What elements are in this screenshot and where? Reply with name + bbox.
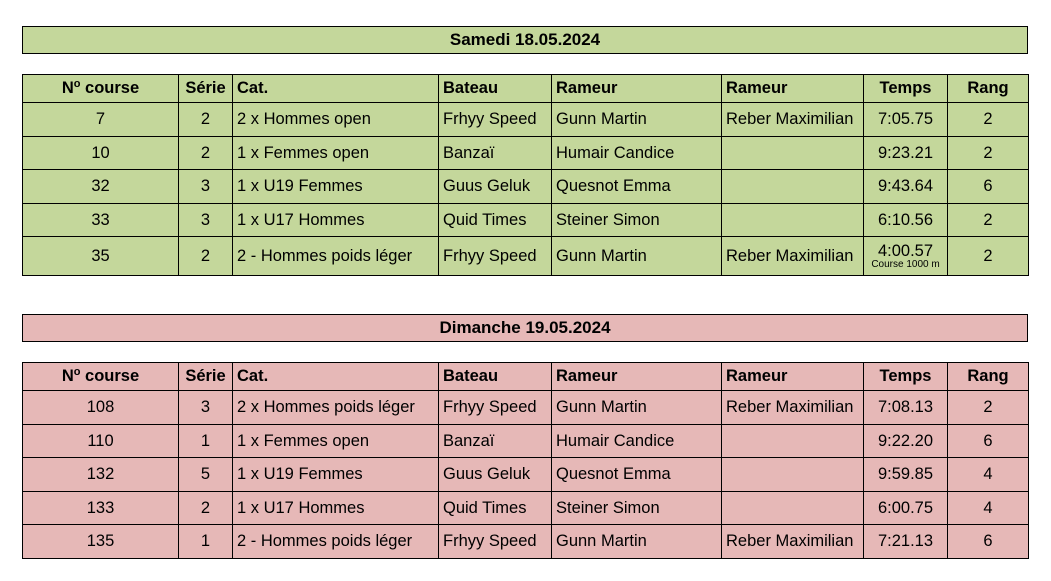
cell-temps [864, 491, 948, 525]
cell-rameur-1 [552, 458, 722, 492]
cell-serie-value: 2 [200, 246, 211, 265]
cell-serie-value: 3 [200, 177, 211, 196]
cell-bateau [439, 458, 552, 492]
cell-cat-value: 2 - Hommes poids léger [237, 532, 413, 551]
day2-header-row [23, 363, 1029, 391]
cell-bateau-value: Frhyy Speed [443, 398, 537, 417]
cell-course [23, 391, 179, 425]
cell-serie [179, 170, 233, 204]
cell-bateau-value: Quid Times [443, 498, 527, 517]
table-row [23, 170, 1029, 204]
cell-temps-value: 9:43.64 [877, 177, 934, 196]
cell-course-value: 132 [86, 465, 115, 484]
cell-rameur-2-value: Reber Maximilian [726, 532, 854, 551]
table-row [23, 136, 1029, 170]
cell-cat-value: 1 x U17 Hommes [237, 498, 365, 517]
cell-course [23, 203, 179, 237]
cell-serie [179, 203, 233, 237]
cell-rameur-1-value: Steiner Simon [556, 210, 660, 229]
cell-rameur-1-value: Gunn Martin [556, 532, 647, 551]
cell-temps-value: 9:23.21 [877, 143, 934, 162]
cell-rang [948, 136, 1029, 170]
cell-cat-value: 1 x U19 Femmes [237, 465, 363, 484]
cell-rang [948, 170, 1029, 204]
table-row [23, 237, 1029, 276]
cell-serie [179, 491, 233, 525]
cell-course [23, 103, 179, 137]
col-header-bateau: Bateau [439, 363, 552, 391]
cell-rameur-2-value: Reber Maximilian [726, 398, 854, 417]
col-header-temps: Temps [864, 75, 948, 103]
col-header-course: $N^o$ course [23, 363, 179, 391]
cell-bateau-value: Frhyy Speed [443, 246, 537, 265]
cell-temps [864, 103, 948, 137]
cell-rang [948, 237, 1029, 276]
cell-rameur-1 [552, 391, 722, 425]
cell-cat [233, 103, 439, 137]
cell-rang-value: 6 [983, 431, 993, 450]
cell-course [23, 491, 179, 525]
col-header-cat: Cat. [233, 75, 439, 103]
cell-temps-value: 4:00.57 [877, 241, 934, 260]
cell-serie-value: 2 [200, 110, 211, 129]
cell-rameur-1 [552, 237, 722, 276]
table-row [23, 424, 1029, 458]
cell-course-value: 133 [86, 498, 115, 517]
cell-temps-value: 6:10.56 [877, 210, 934, 229]
cell-temps [864, 237, 948, 276]
cell-rang [948, 203, 1029, 237]
table-row [23, 203, 1029, 237]
cell-rameur-1 [552, 136, 722, 170]
cell-rang [948, 103, 1029, 137]
cell-cat-value: 2 - Hommes poids léger [237, 246, 413, 265]
cell-bateau-value: Frhyy Speed [443, 532, 537, 551]
cell-serie-value: 3 [200, 210, 211, 229]
cell-serie-value: 1 [200, 431, 211, 450]
cell-rameur-2 [722, 237, 864, 276]
cell-rang-value: 6 [983, 532, 993, 551]
cell-bateau-value: Guus Geluk [443, 177, 531, 196]
day2-title-text: Dimanche 19.05.2024 [439, 318, 611, 337]
cell-bateau-value: Frhyy Speed [443, 110, 537, 129]
cell-rameur-1 [552, 525, 722, 559]
col-header-bateau: Bateau [439, 75, 552, 103]
cell-temps-value: 9:59.85 [877, 465, 934, 484]
cell-rameur-1 [552, 170, 722, 204]
cell-course [23, 237, 179, 276]
cell-rang-value: 6 [983, 177, 993, 196]
cell-cat [233, 458, 439, 492]
cell-temps [864, 424, 948, 458]
cell-bateau [439, 103, 552, 137]
cell-cat [233, 424, 439, 458]
cell-serie [179, 424, 233, 458]
cell-rameur-1 [552, 491, 722, 525]
cell-rang-value: 2 [983, 210, 993, 229]
cell-bateau [439, 237, 552, 276]
col-header-course: $N^o$ course [23, 75, 179, 103]
cell-serie-value: 3 [200, 398, 211, 417]
cell-bateau-value: Quid Times [443, 210, 527, 229]
cell-rameur-1-value: Steiner Simon [556, 498, 660, 517]
cell-serie-value: 2 [200, 143, 211, 162]
cell-rameur-1-value: Gunn Martin [556, 110, 647, 129]
cell-course-value: 10 [91, 143, 110, 162]
col-header-rameur-2: Rameur [722, 363, 864, 391]
col-header-rang: Rang [948, 363, 1029, 391]
cell-rang [948, 525, 1029, 559]
cell-cat [233, 170, 439, 204]
cell-temps [864, 525, 948, 559]
cell-rameur-2 [722, 458, 864, 492]
col-header-serie: Série [179, 75, 233, 103]
cell-serie [179, 237, 233, 276]
cell-rameur-2 [722, 203, 864, 237]
col-header-rameur-2: Rameur [722, 75, 864, 103]
day1-title [22, 26, 1028, 54]
cell-cat [233, 203, 439, 237]
cell-temps [864, 458, 948, 492]
cell-bateau [439, 525, 552, 559]
cell-course [23, 424, 179, 458]
col-header-rameur-1: Rameur [552, 75, 722, 103]
cell-bateau [439, 170, 552, 204]
cell-rang-value: 2 [983, 398, 993, 417]
cell-rameur-1-value: Humair Candice [556, 431, 675, 450]
cell-course-value: 108 [86, 398, 115, 417]
cell-temps-value: 7:21.13 [877, 532, 934, 551]
cell-rang [948, 424, 1029, 458]
col-header-serie: Série [179, 363, 233, 391]
day2-title [22, 314, 1028, 342]
cell-rameur-1 [552, 424, 722, 458]
cell-rameur-2 [722, 491, 864, 525]
cell-rang [948, 458, 1029, 492]
cell-rameur-2 [722, 136, 864, 170]
cell-temps-value: 7:08.13 [877, 398, 934, 417]
cell-bateau [439, 203, 552, 237]
cell-serie [179, 391, 233, 425]
table-row [23, 525, 1029, 559]
cell-bateau [439, 136, 552, 170]
day1-header-row [23, 75, 1029, 103]
cell-rang-value: 2 [983, 143, 993, 162]
cell-rameur-2 [722, 170, 864, 204]
cell-bateau [439, 491, 552, 525]
cell-cat-value: 1 x Femmes open [237, 431, 370, 450]
cell-rang-value: 2 [983, 110, 993, 129]
cell-temps-value: 9:22.20 [877, 431, 934, 450]
cell-rang [948, 491, 1029, 525]
cell-rang-value: 4 [983, 498, 993, 517]
cell-temps [864, 203, 948, 237]
cell-rameur-1 [552, 103, 722, 137]
cell-course-value: 33 [91, 210, 110, 229]
cell-serie [179, 103, 233, 137]
cell-cat [233, 136, 439, 170]
cell-temps [864, 170, 948, 204]
cell-temps-value: 7:05.75 [877, 110, 934, 129]
cell-rameur-1-value: Humair Candice [556, 143, 675, 162]
cell-temps [864, 391, 948, 425]
table-row [23, 391, 1029, 425]
cell-bateau [439, 424, 552, 458]
table-row [23, 103, 1029, 137]
cell-course-value: 110 [87, 431, 114, 450]
cell-serie [179, 458, 233, 492]
cell-temps [864, 136, 948, 170]
cell-course-value: 135 [86, 532, 115, 551]
cell-rameur-2 [722, 424, 864, 458]
cell-bateau-value: Banzaï [443, 431, 495, 450]
cell-rameur-2-value: Reber Maximilian [726, 110, 854, 129]
cell-rang [948, 391, 1029, 425]
cell-cat-value: 1 x U17 Hommes [237, 210, 365, 229]
col-header-temps: Temps [864, 363, 948, 391]
cell-course [23, 136, 179, 170]
cell-rameur-2-value: Reber Maximilian [726, 246, 854, 265]
cell-cat-value: 2 x Hommes poids léger [237, 398, 415, 417]
cell-course [23, 525, 179, 559]
cell-cat [233, 491, 439, 525]
cell-cat-value: 1 x Femmes open [237, 143, 370, 162]
cell-serie-value: 1 [200, 532, 211, 551]
cell-rameur-1-value: Gunn Martin [556, 246, 647, 265]
cell-cat [233, 391, 439, 425]
cell-rameur-1-value: Quesnot Emma [556, 177, 671, 196]
cell-rameur-1-value: Gunn Martin [556, 398, 647, 417]
col-header-cat: Cat. [233, 363, 439, 391]
cell-bateau-value: Banzaï [443, 143, 495, 162]
cell-rameur-2 [722, 391, 864, 425]
cell-serie-value: 2 [200, 498, 211, 517]
cell-course [23, 458, 179, 492]
cell-rameur-2 [722, 525, 864, 559]
course-distance-note: Course 1000 m [871, 259, 940, 271]
cell-course-value: 7 [95, 110, 106, 129]
cell-cat-value: 1 x U19 Femmes [237, 177, 363, 196]
table-row [23, 458, 1029, 492]
cell-rameur-2 [722, 103, 864, 137]
cell-bateau [439, 391, 552, 425]
cell-rang-value: 2 [983, 246, 993, 265]
cell-course-value: 35 [91, 246, 110, 265]
day1-title-text: Samedi 18.05.2024 [449, 30, 601, 49]
cell-cat [233, 525, 439, 559]
cell-bateau-value: Guus Geluk [443, 465, 531, 484]
day1-results-table [22, 74, 1029, 276]
cell-serie [179, 136, 233, 170]
cell-course [23, 170, 179, 204]
cell-cat [233, 237, 439, 276]
cell-course-value: 32 [91, 177, 110, 196]
cell-rang-value: 4 [983, 465, 993, 484]
table-row [23, 491, 1029, 525]
col-header-rameur-1: Rameur [552, 363, 722, 391]
cell-rameur-1-value: Quesnot Emma [556, 465, 671, 484]
col-header-rang: Rang [948, 75, 1029, 103]
cell-rameur-1 [552, 203, 722, 237]
cell-serie [179, 525, 233, 559]
cell-temps-value: 6:00.75 [877, 498, 934, 517]
day2-results-table [22, 362, 1029, 559]
cell-cat-value: 2 x Hommes open [237, 110, 371, 129]
cell-serie-value: 5 [200, 465, 211, 484]
